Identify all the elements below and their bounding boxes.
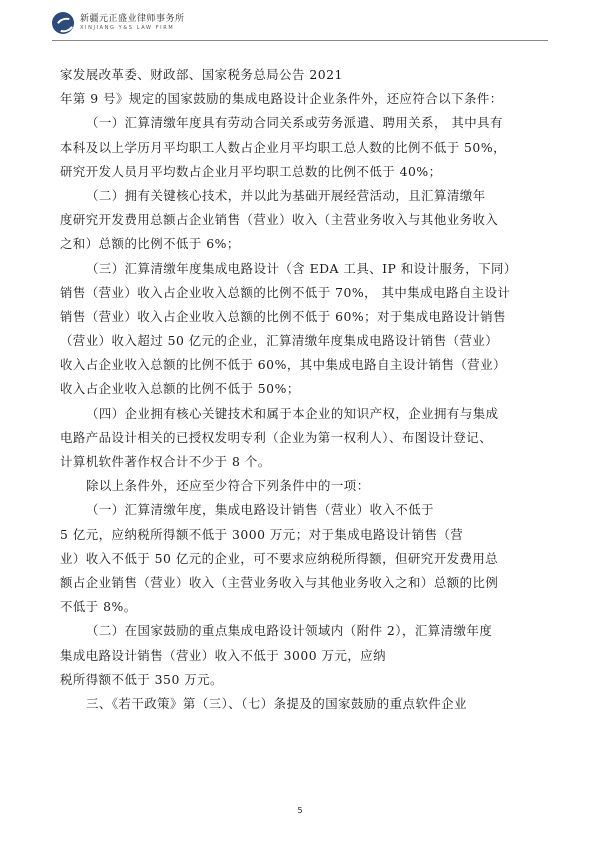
body-text-line: 额占企业销售（营业）收入（主营业务收入与其他业务收入之和）总额的比例 — [60, 574, 499, 590]
firm-logo-icon — [52, 12, 74, 34]
body-text-line: 不低于 8%。 — [60, 599, 137, 615]
firm-name-en: XINJIANG Y&S LAW FIRM — [80, 25, 175, 31]
firm-name-cn: 新疆元正盛业律师事务所 — [80, 14, 185, 24]
body-text-line: 收入占企业收入总额的比例不低于 50%； — [60, 381, 300, 397]
body-text-line: 研究开发人员月平均数占企业月平均职工总数的比例不低于 40%； — [60, 163, 442, 179]
body-text-line: 业）收入不低于 50 亿元的企业，可不要求应纳税所得额，但研究开发费用总 — [60, 550, 499, 566]
body-text-line: （一）汇算清缴年度，集成电路设计销售（营业）收入不低于 — [86, 502, 435, 518]
body-text-line: 销售（营业）收入占企业收入总额的比例不低于 70%， 其中集成电路自主设计 — [60, 284, 511, 300]
body-text-line: 除以上条件外，还应至少符合下列条件中的一项： — [86, 478, 370, 494]
body-text-line: （二）拥有关键核心技术，并以此为基础开展经营活动，且汇算清缴年 — [86, 187, 486, 203]
letterhead — [52, 12, 185, 34]
header-divider — [52, 40, 548, 41]
body-text-line: 5 亿元，应纳税所得额不低于 3000 万元；对于集成电路设计销售（营 — [60, 526, 464, 542]
firm-name-block — [80, 15, 185, 31]
body-text-line: 三、《若干政策》第（三）、（七）条提及的国家鼓励的重点软件企业 — [86, 695, 468, 711]
body-text-line: 年第 9 号》规定的国家鼓励的集成电路设计企业条件外，还应符合以下条件： — [60, 91, 503, 107]
body-text-line: 税所得额不低于 350 万元。 — [60, 671, 223, 687]
body-text-line: 销售（营业）收入占企业收入总额的比例不低于 60%；对于集成电路设计销售 — [60, 308, 506, 324]
body-text-line: （二）在国家鼓励的重点集成电路设计领域内（附件 2），汇算清缴年度 — [86, 623, 493, 639]
body-text-line: 之和）总额的比例不低于 6%； — [60, 236, 240, 252]
body-text-line: 集成电路设计销售（营业）收入不低于 3000 万元，应纳 — [60, 647, 387, 663]
body-text-line: （四）企业拥有核心关键技术和属于本企业的知识产权，企业拥有与集成 — [86, 405, 499, 421]
body-text-line: 家发展改革委、财政部、国家税务总局公告 2021 — [60, 67, 343, 82]
page-number: 5 — [297, 806, 303, 815]
body-text-line: （一）汇算清缴年度具有劳动合同关系或劳务派遣、聘用关系， 其中具有 — [86, 115, 503, 131]
body-text-line: 度研究开发费用总额占企业销售（营业）收入（主营业务收入与其他业务收入 — [60, 212, 499, 228]
body-text-line: 收入占企业收入总额的比例不低于 60%，其中集成电路自主设计销售（营业） — [60, 357, 506, 373]
body-text-line: 电路产品设计相关的已授权发明专利（企业为第一权利人）、布图设计登记、 — [60, 429, 493, 445]
body-text-line: （三）汇算清缴年度集成电路设计（含 EDA 工具、IP 和设计服务，下同） — [86, 260, 517, 276]
body-text-line: （营业）收入超过 50 亿元的企业，汇算清缴年度集成电路设计销售（营业） — [60, 333, 499, 349]
body-text-line: 本科及以上学历月平均职工人数占企业月平均职工总人数的比例不低于 50%， — [60, 139, 506, 155]
body-text-line: 计算机软件著作权合计不少于 8 个。 — [60, 454, 271, 469]
document-body — [60, 63, 548, 716]
